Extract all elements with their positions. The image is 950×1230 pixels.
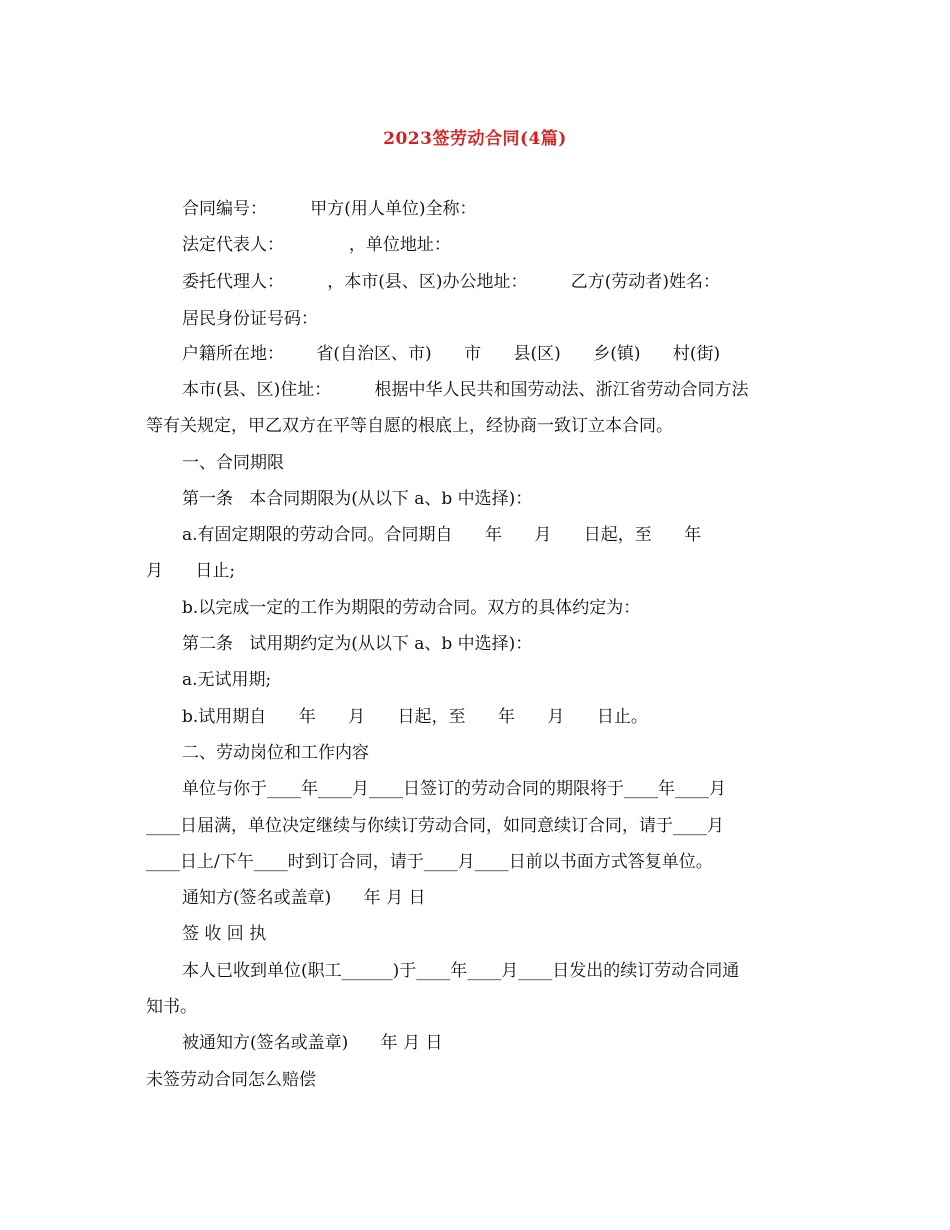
text-line: 单位与你于____年____月____日签订的劳动合同的期限将于____年____月 [182,779,726,799]
text-line: 合同编号： 甲方(用人单位)全称： [182,199,477,219]
text-line: 居民身份证号码： [182,309,318,329]
text-line: b.以完成一定的工作为期限的劳动合同。双方的具体约定为： [182,598,641,618]
text-line: 委托代理人： ，本市(县、区)办公地址： 乙方(劳动者)姓名： [182,272,720,292]
text-line: 本市(县、区)住址： 根据中华人民共和国劳动法、浙江省劳动合同方法 [182,380,749,400]
section-heading: 一、合同期限 [182,453,284,473]
text-line: 第一条 本合同期限为(从以下 a、b 中选择)： [182,489,533,509]
text-line: 等有关规定，甲乙双方在平等自愿的根底上，经协商一致订立本合同。 [146,416,673,436]
text-line: b.试用期自 年 月 日起，至 年 月 日止。 [182,707,648,727]
text-line: 被通知方(签名或盖章) 年 月 日 [182,1033,443,1053]
text-line: ____日届满，单位决定继续与你续订劳动合同，如同意续订合同，请于____月 [146,816,724,836]
document-title: 2023签劳动合同(4篇) [383,129,567,149]
text-line: a.有固定期限的劳动合同。合同期自 年 月 日起，至 年 [182,525,702,545]
subtitle: 未签劳动合同怎么赔偿 [146,1070,316,1090]
text-line: 法定代表人： ，单位地址： [182,235,451,255]
section-heading: 二、劳动岗位和工作内容 [182,743,369,763]
text-line: 本人已收到单位(职工______)于____年____月____日发出的续订劳动合同通 [182,961,740,981]
section-heading: 签 收 回 执 [182,924,267,944]
text-line: a.无试用期; [182,670,272,690]
text-line: 知书。 [146,997,197,1017]
text-line: 月 日止; [146,561,236,581]
text-line: 通知方(签名或盖章) 年 月 日 [182,888,426,908]
text-line: 第二条 试用期约定为(从以下 a、b 中选择)： [182,634,533,654]
text-line: ____日上/下午____时到订合同，请于____月____日前以书面方式答复单位。 [146,852,713,872]
text-line: 户籍所在地： 省(自治区、市) 市 县(区) 乡(镇) 村(街) [182,344,721,364]
